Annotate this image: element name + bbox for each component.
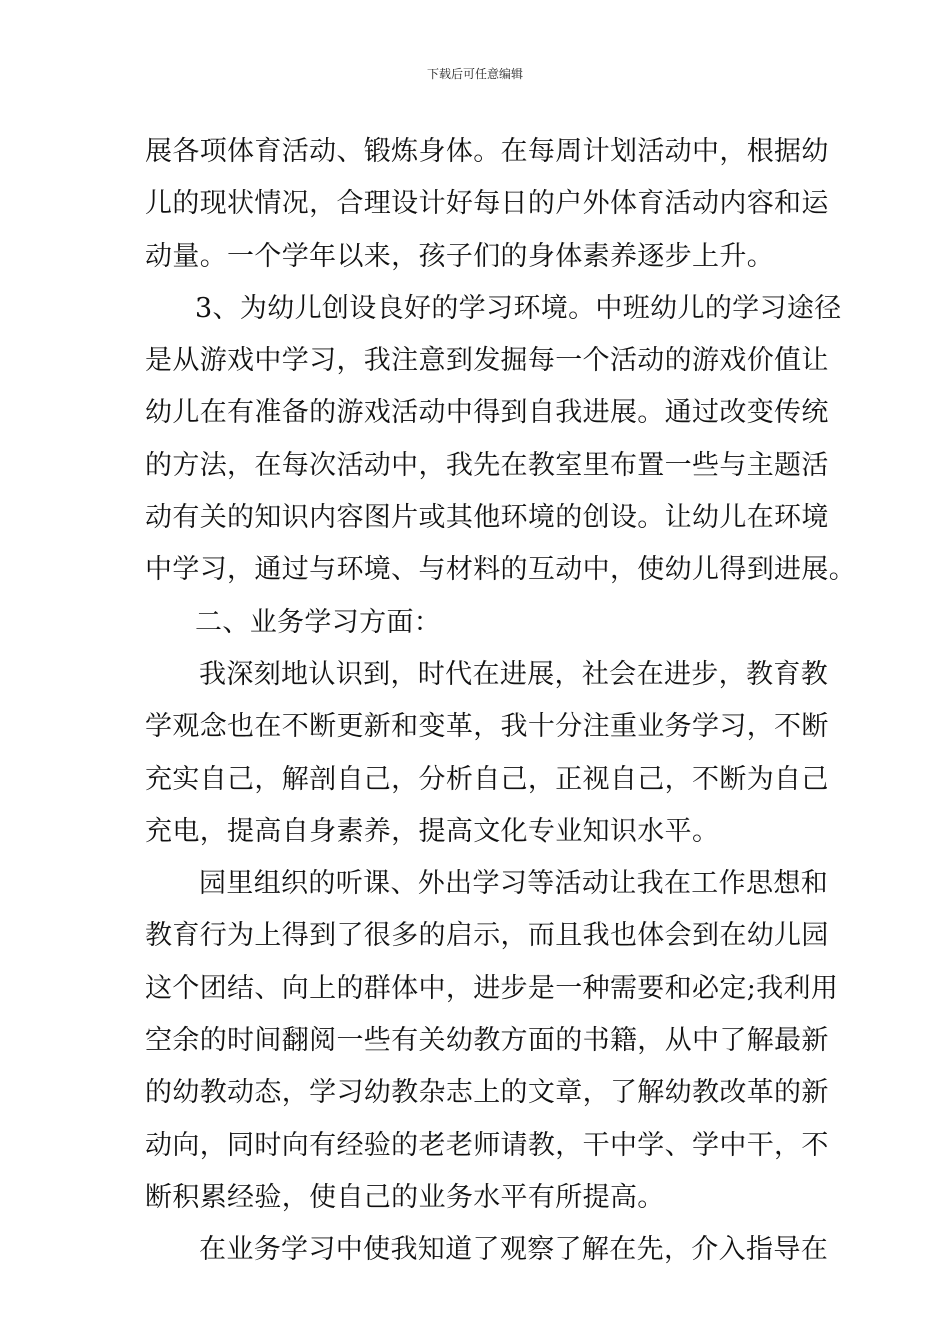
- text-line: 园里组织的听课、外出学习等活动让我在工作思想和: [199, 868, 829, 900]
- text-line: 展各项体育活动、锻炼身体。在每周计划活动中，根据幼: [145, 136, 829, 167]
- text-line: 我深刻地认识到，时代在进展，社会在进步，教育教: [199, 658, 829, 690]
- text-line: 教育行为上得到了很多的启示，而且我也体会到在幼儿园: [145, 920, 829, 952]
- text-line: 儿的现状情况，合理设计好每日的户外体育活动内容和运: [145, 188, 829, 220]
- text-line: 的方法，在每次活动中，我先在教室里布置一些与主题活: [145, 449, 829, 481]
- text-line: 3、为幼儿创设良好的学习环境。中班幼儿的学习途径: [195, 292, 842, 324]
- text-line: 动量。一个学年以来，孩子们的身体素养逐步上升。: [145, 240, 775, 272]
- text-line: 动有关的知识内容图片或其他环境的创设。让幼儿在环境: [145, 502, 829, 534]
- text-line: 动向，同时向有经验的老老师请教，干中学、学中干，不: [145, 1129, 829, 1161]
- text-line: 幼儿在有准备的游戏活动中得到自我进展。通过改变传统: [145, 397, 829, 429]
- text-line: 充实自己，解剖自己，分析自己，正视自己，不断为自己: [145, 763, 829, 795]
- text-line: 在业务学习中使我知道了观察了解在先，介入指导在: [199, 1234, 829, 1266]
- text-line: 学观念也在不断更新和变革，我十分注重业务学习，不断: [145, 711, 829, 743]
- body-text: [145, 126, 857, 1277]
- text-line: 中学习，通过与环境、与材料的互动中，使幼儿得到进展。: [145, 554, 857, 586]
- text-line: 断积累经验，使自己的业务水平有所提高。: [145, 1181, 665, 1213]
- section-heading: 二、业务学习方面：: [195, 606, 442, 638]
- text-line: 空余的时间翻阅一些有关幼教方面的书籍，从中了解最新: [145, 1025, 829, 1057]
- page-header: 下载后可任意编辑: [426, 67, 523, 81]
- text-line: 充电，提高自身素养，提高文化专业知识水平。: [145, 815, 720, 847]
- text-line: 的幼教动态，学习幼教杂志上的文章，了解幼教改革的新: [145, 1077, 829, 1109]
- text-line: 是从游戏中学习，我注意到发掘每一个活动的游戏价值让: [145, 345, 829, 377]
- text-line: 这个团结、向上的群体中，进步是一种需要和必定;我利用: [145, 972, 839, 1004]
